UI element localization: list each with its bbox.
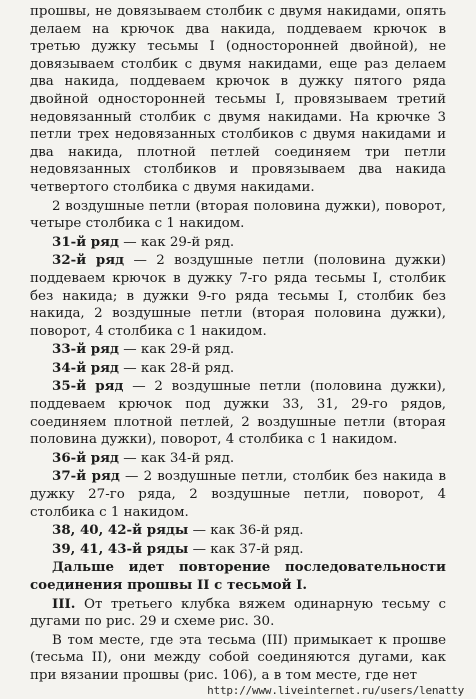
paragraph [30,468,446,521]
text-segment: От третьего клубка вяжем одинарную тесьму с дугами по рис. 29 и схеме рис. 30. [30,596,446,630]
paragraph [30,559,446,594]
text-segment: прошвы, не довязываем столбик с двумя накидами, опять делаем на крючок два накида, поддеваем крючок в третью дужку тесьмы I (односторонней двойной), не довязываем столбик с двумя накидами, еще раз делаем два накида, поддеваем крючок в дужку пятого ряда двойной односторонней тесьмы I, провязываем третий недовязанный столбик с двумя накидами. На крючке 3 петли трех недовязанных столбиков с двумя накидами и два накида, плотной петлей соединяем три петли недовязанных столбиков и провязываем два накида четвертого столбика с двумя накидами. [30,4,446,195]
bold-text-segment: III. [52,595,76,612]
document-page [30,3,446,685]
bold-text-segment: 36-й ряд [52,449,119,466]
bold-text-segment: 34-й ряд [52,359,119,376]
paragraph [30,450,446,468]
paragraph [30,596,446,631]
bold-text-segment: 37-й ряд [52,468,120,485]
paragraph [30,234,446,252]
text-segment: — как 36-й ряд. [188,523,304,539]
text-segment: В том месте, где эта тесьма (III) примыкает к прошве (тесьма II), они между собой соединяются дугами, как при вязании прошвы (рис. 106), а в том месте, где нет [30,632,446,683]
bold-text-segment: 33-й ряд [52,341,119,358]
paragraph [30,198,446,233]
paragraph [30,252,446,340]
paragraph [30,541,446,559]
bold-text-segment: 32-й ряд [52,252,125,269]
text-segment: — как 34-й ряд. [118,450,235,466]
paragraph [30,632,446,685]
paragraph [30,360,446,378]
text-segment: — 2 воздушные петли (половина дужки), поддеваем крючок под дужки 33, 31, 29-го рядов, соединяем плотной петлей, 2 воздушные петли (вторая половина дужки), поворот, 4 столбика с 1 накидом. [30,379,447,448]
paragraph [30,341,446,359]
text-segment: — как 29-й ряд. [118,234,235,250]
text-segment: — 2 воздушные петли, столбик без накида в дужку 27-го ряда, 2 воздушные петли, поворот, 4 столбика с 1 накидом. [30,469,447,520]
watermark-url: http://www.liveinternet.ru/users/lenatty [207,684,464,697]
paragraph [30,3,446,197]
text-segment: 2 воздушные петли (вторая половина дужки), поворот, четыре столбика с 1 накидом. [30,198,446,232]
bold-text-segment: 35-й ряд [52,378,124,395]
paragraph [30,522,446,540]
text-segment: — как 29-й ряд. [118,342,235,358]
text-segment: — как 37-й ряд. [188,541,304,557]
text-segment: — как 28-й ряд. [118,360,235,376]
bold-text-segment: 31-й ряд [52,233,119,250]
paragraph [30,378,446,448]
bold-text-segment: 38, 40, 42-й ряды [52,522,189,539]
text-segment: — 2 воздушные петли (половина дужки) поддеваем крючок в дужку 7-го ряда тесьмы I, столбик без накида; в дужки 9-го ряда тесьмы I, столбик без накида, 2 воздушные петли (вторая половина дужки), поворот, 4 столбика с 1 накидом. [30,253,447,339]
bold-text-segment: Дальше идет повторение последовательности соединения прошвы II с тесьмой I. [30,559,446,593]
bold-text-segment: 39, 41, 43-й ряды [52,540,189,557]
